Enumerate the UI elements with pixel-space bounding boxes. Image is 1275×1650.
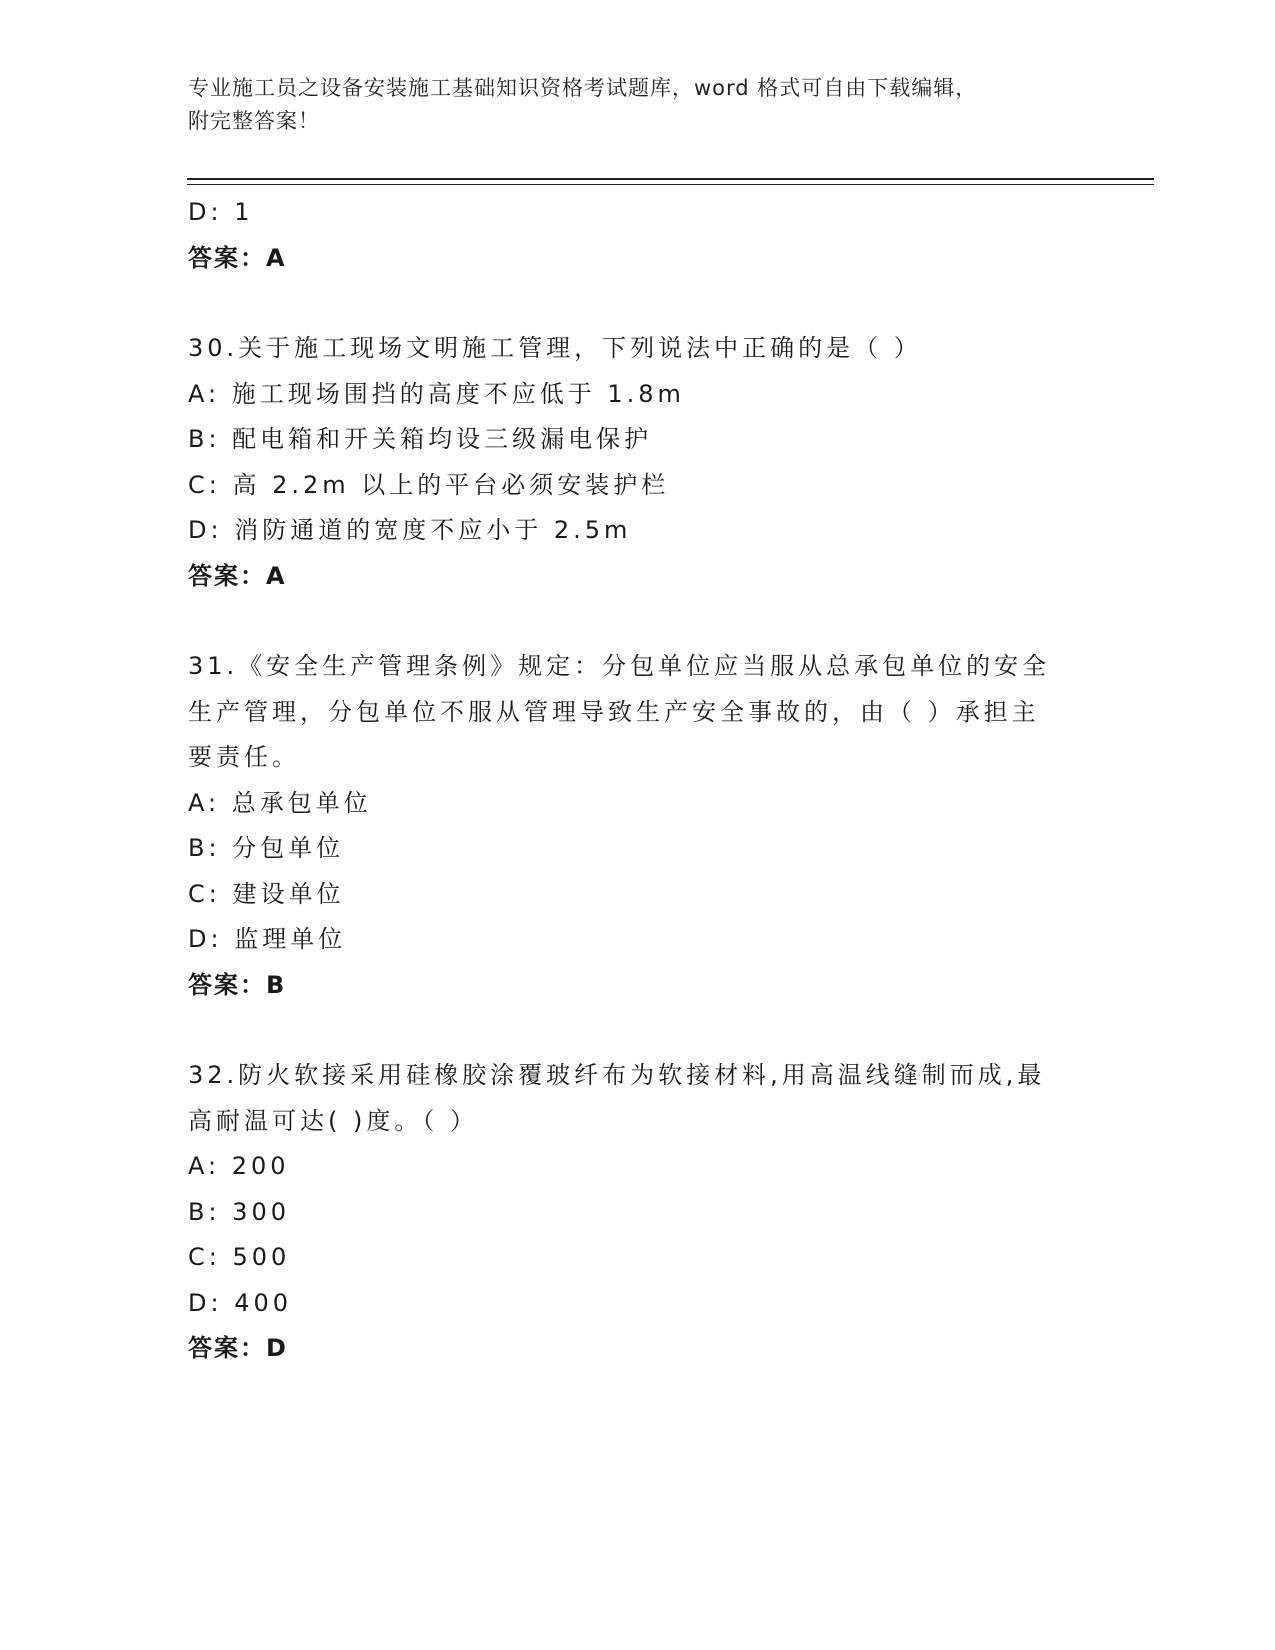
option-c: C: 建设单位 [188, 879, 345, 908]
question-list [188, 190, 1088, 1372]
question-stem-line-2: 生产管理，分包单位不服从管理导致生产安全事故的，由（ ）承担主 [188, 697, 1040, 726]
header-line-2: 附完整答案！ [188, 109, 320, 133]
question-stem: 30.关于施工现场文明施工管理，下列说法中正确的是（ ） [188, 334, 922, 362]
answer-line: 答案：D [188, 1334, 288, 1362]
option-c: C: 高 2.2m 以上的平台必须安装护栏 [188, 470, 670, 499]
option-d: D: 消防通道的宽度不应小于 2.5m [188, 516, 632, 544]
question-32 [188, 1053, 1088, 1372]
spacer [188, 1008, 1088, 1053]
option-d: D: 监理单位 [188, 925, 347, 953]
option-d: D: 400 [188, 1288, 293, 1317]
question-29-tail [188, 190, 1088, 281]
question-31 [188, 644, 1088, 1008]
answer-line: 答案：A [188, 561, 287, 590]
header-divider-thick [187, 178, 1154, 180]
option-a: A: 总承包单位 [188, 788, 372, 817]
option-b: B: 300 [188, 1197, 290, 1226]
question-30 [188, 326, 1088, 599]
spacer [188, 599, 1088, 644]
answer-line: 答案：B [188, 970, 287, 999]
header-line-1: 专业施工员之设备安装施工基础知识资格考试题库，word 格式可自由下载编辑， [188, 76, 978, 100]
option-b: B: 分包单位 [188, 834, 345, 862]
spacer [188, 281, 1088, 326]
question-stem-line-1: 31.《安全生产管理条例》规定：分包单位应当服从总承包单位的安全 [188, 652, 1051, 680]
page-header [188, 72, 1088, 138]
option-c: C: 500 [188, 1243, 291, 1271]
option-a: A: 施工现场围挡的高度不应低于 1.8m [188, 379, 685, 408]
question-stem-line-2: 高耐温可达( )度。（ ） [188, 1106, 478, 1135]
answer-line: 答案：A [188, 243, 287, 272]
question-stem-line-3: 要责任。 [188, 743, 300, 771]
question-stem-line-1: 32.防火软接采用硅橡胶涂覆玻纤布为软接材料,用高温线缝制而成,最 [188, 1061, 1046, 1089]
option-b: B: 配电箱和开关箱均设三级漏电保护 [188, 425, 653, 453]
header-divider-thin [187, 184, 1154, 185]
option-a: A: 200 [188, 1152, 290, 1180]
option-d: D: 1 [188, 198, 254, 226]
